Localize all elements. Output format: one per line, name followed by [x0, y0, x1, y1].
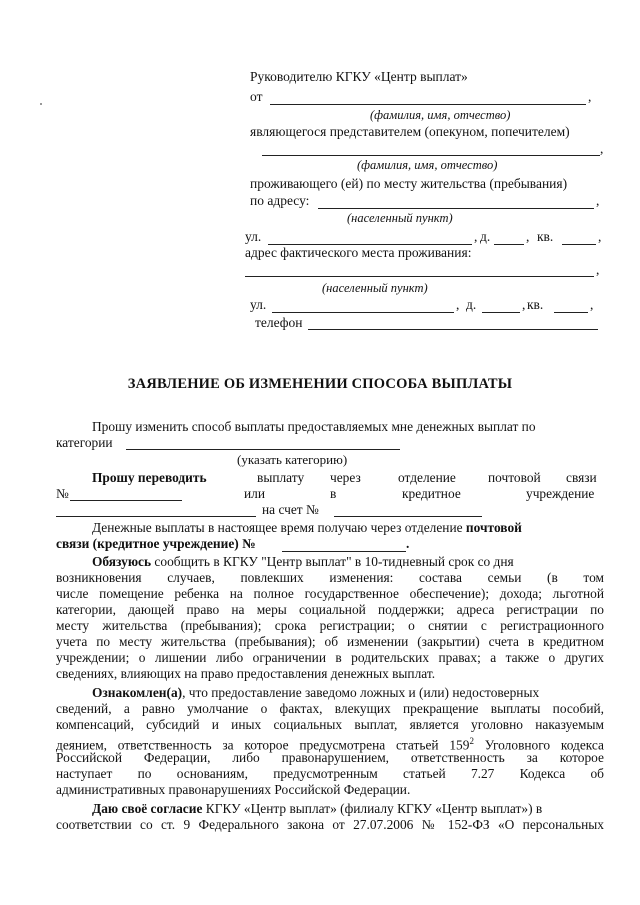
p1-line1: Прошу изменить способ выплаты предоставляемых мне денежных выплат по [92, 419, 536, 434]
p4-line1: Обязуюсь сообщить в КГКУ "Центр выплат" в 10-тидневный срок со дня [92, 554, 514, 569]
from-label: от [250, 89, 263, 104]
p2-bold: Прошу переводить [92, 470, 207, 485]
fio-caption: (фамилия, имя, отчество) [370, 108, 511, 122]
post-office-number-line[interactable] [70, 500, 182, 501]
fio-caption: (фамилия, имя, отчество) [357, 158, 498, 172]
p2-credit: кредитное [402, 486, 461, 501]
p4-line4: категории, дающей право на меры социальной поддержки; адреса регистрации по [56, 602, 604, 617]
p4-line8: сведениях, влияющих на право предоставления денежных выплат. [56, 666, 436, 681]
p5-line2: сведений, а равно умолчание о фактах, влекущих прекращение выплаты пособий, [56, 701, 604, 716]
street-line[interactable] [272, 312, 454, 313]
p2-account-label: на счет № [262, 502, 319, 517]
p4-line5: месту жительства (пребывания); срока регистрации; о снятии с регистрационного [56, 618, 604, 633]
p1-category-label: категории [56, 435, 113, 450]
category-line[interactable] [126, 449, 400, 450]
p2-word: связи [566, 470, 597, 485]
p2-word: через [330, 470, 361, 485]
p3-line2: связи (кредитное учреждение) № [56, 536, 256, 551]
locality-caption: (населенный пункт) [322, 281, 428, 295]
house-label: д. [466, 297, 477, 312]
apt-line[interactable] [554, 312, 588, 313]
residing-text: проживающего (ей) по месту жительства (пребывания) [250, 176, 568, 191]
p5-line1: Ознакомлен(а), что предоставление заведомо ложных и (или) недостоверных [92, 685, 540, 700]
p4-line2: возникновения случаев, повлекших изменения: состава семьи (в том [56, 570, 604, 585]
p5-line3: компенсаций, субсидий и иных социальных выплат, является уголовно наказуемым [56, 717, 604, 732]
p2-number-label: № [56, 486, 69, 501]
p2-word: почтовой [488, 470, 541, 485]
phone-label: телефон [255, 315, 303, 330]
house-line[interactable] [494, 244, 524, 245]
apt-label: кв. [537, 229, 554, 244]
p6-line1: Даю своё согласие КГКУ «Центр выплат» (филиалу КГКУ «Центр выплат») в [92, 801, 543, 816]
from-fio-line[interactable] [270, 104, 586, 105]
street-label: ул. [245, 229, 262, 244]
document-title: ЗАЯВЛЕНИЕ ОБ ИЗМЕНЕНИИ СПОСОБА ВЫПЛАТЫ [127, 376, 513, 392]
category-caption: (указать категорию) [237, 452, 348, 467]
address-label: по адресу: [250, 193, 310, 208]
p4-line3: числе помещение ребенка на полное государственное обеспечение); дохода; льготной [56, 586, 604, 601]
house-line[interactable] [482, 312, 520, 313]
p4-line7: учреждении; о лишении либо ограничении в родительских правах; а также о других [56, 650, 604, 665]
p2-word: выплату [257, 470, 305, 485]
locality-caption: (населенный пункт) [347, 211, 453, 225]
addressee: Руководителю КГКУ «Центр выплат» [250, 69, 468, 84]
street-label: ул. [250, 297, 267, 312]
current-payment-number-line[interactable] [282, 551, 406, 552]
phone-line[interactable] [308, 329, 598, 330]
p2-word: отделение [398, 470, 456, 485]
credit-institution-line[interactable] [56, 516, 256, 517]
p2-institution: учреждение [526, 486, 595, 501]
p2-or: или [244, 486, 266, 501]
p5-line4: деянием, ответственность за которое предусмотрена статьей $159^2$ Уголовного кодекса [56, 736, 604, 753]
p5-line6: наступает по основаниям, предусмотренным статьей 7.27 Кодекса об [56, 766, 604, 781]
p6-line2: соответствии со ст. 9 Федерального закона от 27.07.2006 № 152-ФЗ «О персональных [56, 817, 604, 832]
scan-speck [40, 103, 42, 105]
apt-label: кв. [527, 297, 544, 312]
address-line[interactable] [318, 208, 594, 209]
representative-text: являющегося представителем (опекуном, попечителем) [250, 124, 570, 139]
account-number-line[interactable] [334, 516, 482, 517]
p2-v: в [330, 486, 337, 501]
actual-address-line[interactable] [245, 276, 594, 277]
actual-address-label: адрес фактического места проживания: [245, 245, 472, 260]
p4-line6: учета по месту жительства (пребывания); об изменении (закрытии) счета в кредитном [56, 634, 604, 649]
p5-line7: административных правонарушениях Российской Федерации. [56, 782, 411, 797]
house-label: д. [480, 229, 491, 244]
representative-fio-line[interactable] [262, 155, 600, 156]
p5-line5: Российской Федерации, либо правонарушением, ответственность за которое [56, 750, 604, 765]
apt-line[interactable] [562, 244, 596, 245]
p3-line1: Денежные выплаты в настоящее время получаю через отделение почтовой [92, 520, 522, 535]
